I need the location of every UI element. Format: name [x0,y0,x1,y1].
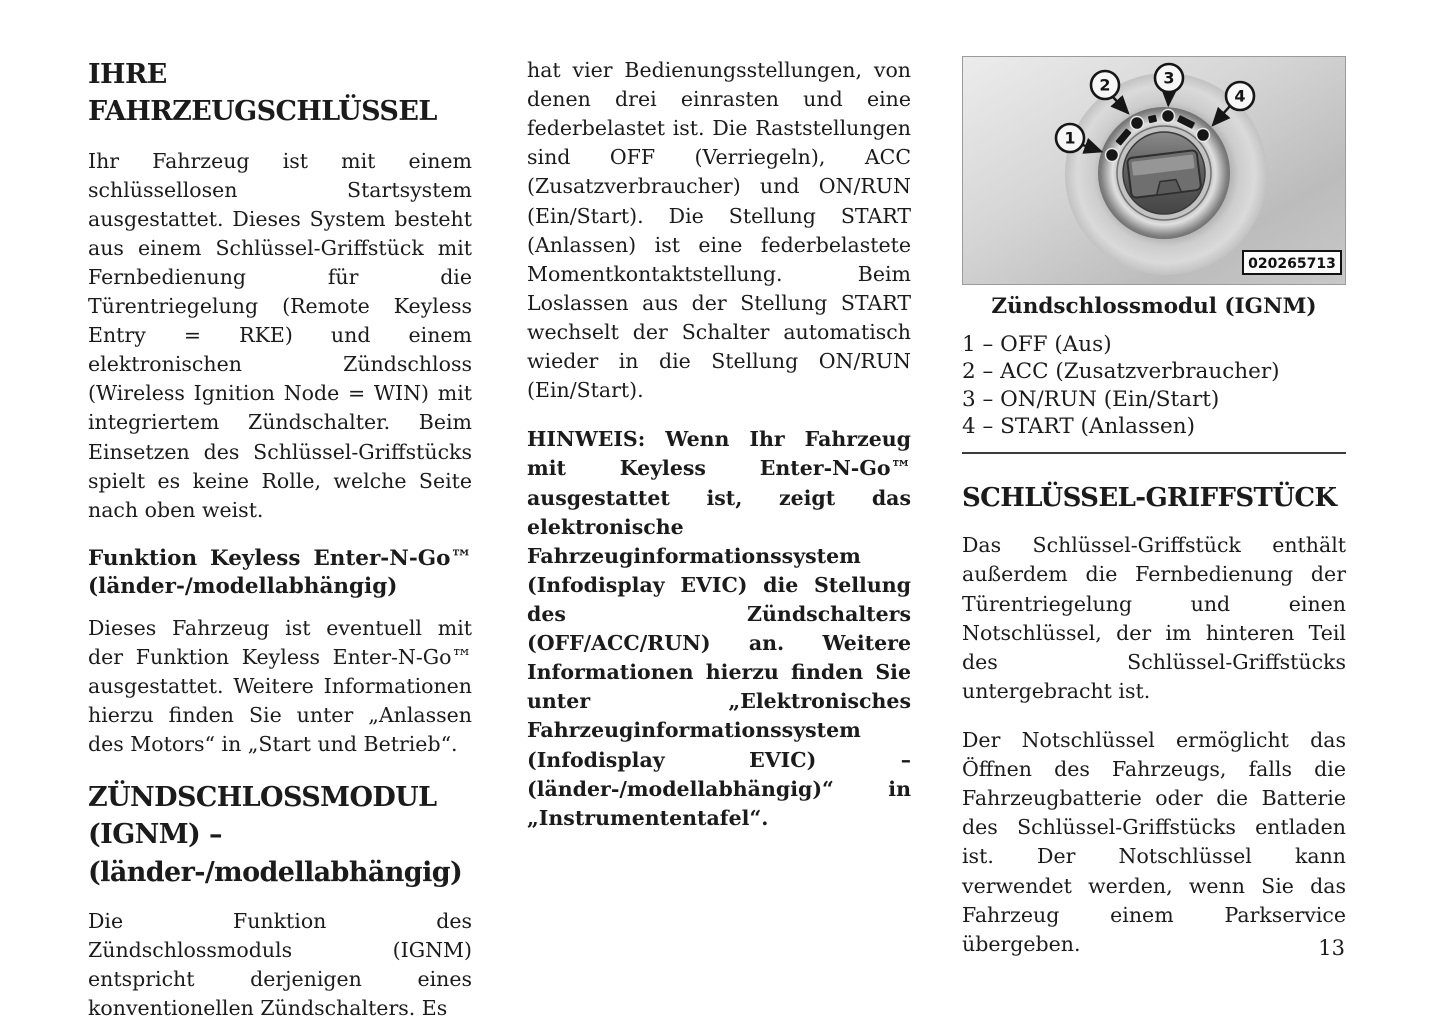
svg-text:1: 1 [1064,128,1076,148]
paragraph-keyless-intro: Ihr Fahrzeug ist mit einem schlüssellosen Startsystem ausgestattet. Dieses System besteht aus einem Schlüssel-Griffstück mit Fernbedienung für die Türentriegelung (Remote Keyless Entry = RKE) und einem elektronischen Zündschloss (Wireless Ignition Node = WIN) mit integriertem Zündschalter. Beim Einsetzen des Schlüssel-Griffstücks spielt es keine Rolle, welche Seite nach oben weist. [88,148,472,522]
watermark-label [1243,251,1341,274]
ignition-figure [962,56,1346,319]
column-left [88,56,472,1026]
section-title-ignm: ZÜNDSCHLOSSMODUL (IGNM) – (länder-/modellabhängig) [88,782,463,888]
paragraph-hinweis-note: HINWEIS: Wenn Ihr Fahrzeug mit Keyless Enter-N-Go™ ausgestattet ist, zeigt das elektronische Fahrzeuginformationssystem (Infodisplay EVIC) die Stellung des Zündschalters (OFF/ACC/RUN) an. Weitere Informationen hierzu finden Sie unter „Elektronisches Fahrzeuginformationssystem (Infodisplay EVIC) – (länder-/modellabhängig)“ in „Instrumententafel“. [527,427,911,830]
key-grip [1127,150,1201,198]
legend-item-start: 4 – START (Anlassen) [962,414,1195,440]
column-middle [527,56,911,853]
page-number: 13 [1318,936,1345,960]
subheading-keyless-enter-n-go: Funktion Keyless Enter-N-Go™ (länder-/modellabhängig) [88,545,472,600]
paragraph-switch-positions: hat vier Bedienungsstellungen, von denen drei einrasten und eine federbelastet ist. Die Raststellungen sind OFF (Verriegeln), ACC (Zusatzverbraucher) und ON/RUN (Ein/Start). Die Stellung START (Anlassen) ist eine federbelastete Momentkontaktstellung. Beim Loslassen aus der Stellung START wechselt der Schalter automatisch wieder in die Stellung ON/RUN (Ein/Start). [527,58,911,403]
column-right [962,56,1346,979]
ignition-module-photo [962,56,1346,285]
paragraph-emergency-key: Der Notschlüssel ermöglicht das Öffnen des Fahrzeugs, falls die Fahrzeugbatterie oder die Batterie des Schlüssel-Griffstücks entladen ist. Der Notschlüssel kann verwendet werden, wenn Sie das Fahrzeug einem Parkservice übergeben. [962,727,1346,956]
paragraph-key-fob: Das Schlüssel-Griffstück enthält außerdem die Fernbedienung der Türentriegelung und einen Notschlüssel, der im hinteren Teil des Schlüssel-Griffstücks untergebracht ist. [962,533,1346,703]
callout-3 [1155,64,1183,92]
svg-text:4: 4 [1234,86,1246,106]
paragraph-keyless-info: Dieses Fahrzeug ist eventuell mit der Funktion Keyless Enter-N-Go™ ausgestattet. Weitere Informationen hierzu finden Sie unter „Anlassen des Motors“ in „Start und Betrieb“. [88,615,472,757]
callout-4 [1226,82,1254,110]
svg-text:2: 2 [1099,75,1111,95]
legend-item-acc: 2 – ACC (Zusatzverbraucher) [962,359,1280,385]
callout-2 [1091,71,1119,99]
figure-legend [962,332,1346,439]
page-title: IHRE FAHRZEUGSCHLÜSSEL [88,59,437,128]
svg-text:020265713: 020265713 [1248,256,1336,272]
section-divider [962,452,1346,454]
figure-caption: Zündschlossmodul (IGNM) [991,294,1317,319]
paragraph-ignm-intro: Die Funktion des Zündschlossmoduls (IGNM) entspricht derjenigen eines konventionellen Zündschalters. Es [88,908,472,1021]
legend-item-onrun: 3 – ON/RUN (Ein/Start) [962,386,1220,412]
section-title-key-fob: SCHLÜSSEL-GRIFFSTÜCK [962,483,1337,514]
callout-1 [1056,124,1084,152]
svg-text:3: 3 [1163,68,1175,88]
legend-item-off: 1 – OFF (Aus) [962,332,1112,357]
